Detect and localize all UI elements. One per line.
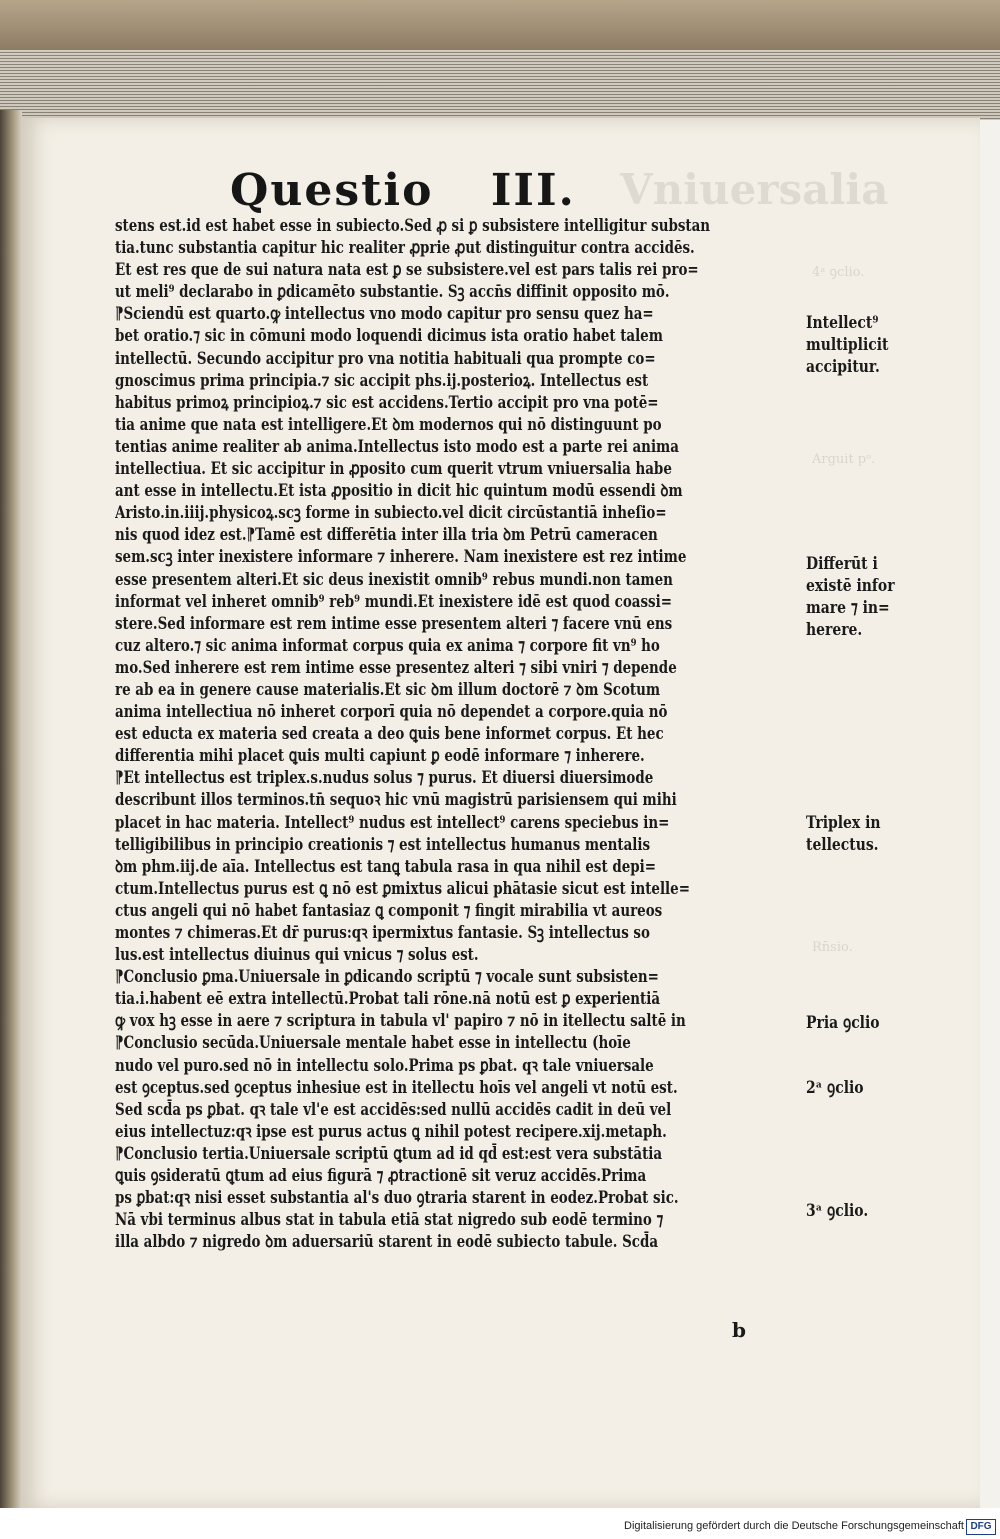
text-line: ꝙ vox hꝫ esse in aere ⁊ scriptura in tabula vl' papiro ⁊ nō in itellectu saltē in: [115, 1010, 686, 1031]
text-line: eius intellectuz:qꝛ ipse est purus actus ꝗ nihil potest recipere.xij.metaph.: [115, 1120, 667, 1141]
margin-note-line: Pria ꝯclio: [806, 1013, 880, 1033]
text-line: bet oratio.⁊ sic in cōmuni modo loquendi dicimus ista oratio habet talem: [115, 325, 663, 346]
text-line: sem.scꝫ inter inexistere informare ⁊ inherere. Nam inexistere est rez intime: [115, 546, 687, 567]
text-line: ant esse in intellectu.Et ista ꝓpositio in dicit hic quintum modū essendi ꝺm: [115, 480, 683, 501]
text-line: Et est res que de sui natura nata est ꝑ se subsistere.vel est pars talis rei pro=: [115, 259, 699, 280]
text-line: ꝺm phm.iij.de aīa. Intellectus est tanꝗ tabula rasa in qua nihil est depi=: [115, 855, 656, 876]
text-line: intellectū. Secundo accipitur pro vna notitia habituali qua prompte co=: [115, 347, 656, 368]
bleed-through-margin: Rn̄sio.: [812, 940, 853, 955]
text-line: ⁋Conclusio tertia.Uniuersale scriptū ꝗtum ad id qd̄ est:est vera substātia: [115, 1142, 663, 1163]
text-line: Sed scd̄a ps ꝑbat. qꝛ tale vl'e est accidēs:sed nullū accidēs cadit in deū vel: [115, 1098, 672, 1119]
margin-note-line: existē infor: [806, 576, 895, 596]
text-line: re ab ea in genere cause materialis.Et sic ꝺm illum doctorē ⁊ ꝺm Scotum: [115, 678, 661, 699]
text-line: mo.Sed inherere est rem intime esse presentez alteri ⁊ sibi vniri ⁊ depende: [115, 656, 677, 677]
margin-note-line: multiplicit: [806, 335, 889, 355]
text-line: tia.tunc substantia capitur hic realiter ꝓprie ꝓut distinguitur contra accidēs.: [115, 237, 695, 258]
margin-note-tertia-conclusio: [806, 1200, 882, 1222]
text-line: ⁋Conclusio ꝑma.Uniuersale in ꝑdicando scriptū ⁊ vocale sunt subsisten=: [115, 966, 659, 987]
bleed-through-margin: Arguit pᵒ.: [812, 452, 876, 467]
text-line: Aristo.in.iiij.physicoꝝ.scꝫ forme in subiecto.vel dicit circūstantiā inheſio=: [115, 502, 667, 523]
margin-note-line: Triplex in: [806, 813, 881, 833]
text-line: differentia mihi placet ꝗuis multi capiunt ꝑ eodē informare ⁊ inherere.: [115, 745, 645, 766]
text-line: esse presentem alteri.Et sic deus inexistit omnib⁹ rebus mundi.non tamen: [115, 568, 673, 589]
text-line: ps ꝑbat:qꝛ nisi esset substantia al's duo ꝯtraria starent in eodez.Probat sic.: [115, 1187, 679, 1208]
text-line: ut meli⁹ declarabo in ꝑdicamēto substantie. Sꝫ accn̄s diffinit opposito mō.: [115, 281, 670, 302]
margin-note-triplex: [806, 812, 897, 856]
dfg-logo: DFG: [966, 1519, 996, 1535]
text-line: gnoscimus prima principia.⁊ sic accipit phs.ij.posterioꝝ. Intellectus est: [115, 369, 649, 390]
text-line: nis quod idez est.⁋Tamē est differētia inter illa tria ꝺm Petrū cameracen: [115, 524, 658, 545]
text-line: tia anime que nata est intelligere.Et ꝺm modernos qui nō distinguunt po: [115, 413, 662, 434]
text-line: placet in hac materia. Intellect⁹ nudus est intellect⁹ carens speciebus in=: [115, 811, 670, 832]
text-line: montes ⁊ chimeras.Et dr̄ purus:qꝛ ipermixtus fantasie. Sꝫ intellectus so: [115, 922, 650, 942]
margin-note-line: 3ᵃ ꝯclio.: [806, 1201, 869, 1221]
bleed-through-heading: Vniuersalia: [620, 165, 889, 214]
heading-word: Questio: [230, 165, 434, 216]
pages-edge: [0, 50, 1000, 120]
text-line: informat vel inheret omnib⁹ reb⁹ mundi.Et inexistere idē est quod coassi=: [115, 590, 672, 611]
text-line: illa albdo ⁊ nigredo ꝺm aduersariū starent in eodē subiecto tabule. Scd̄a: [115, 1231, 659, 1252]
margin-note-line: Intellect⁹: [806, 313, 879, 333]
text-line: ꝗuis ꝯsideratū ꝗtum ad eius figurā ⁊ ꝓtractionē sit veruz accidēs.Prima: [115, 1165, 647, 1186]
margin-note-line: mare ⁊ in=: [806, 598, 890, 618]
margin-note-differunt: [806, 553, 914, 641]
text-line: stere.Sed informare est rem intime esse presentem alteri ⁊ facere vnū ens: [115, 612, 673, 633]
text-line: ctus angeli qui nō habet fantasiaz ꝗ componit ⁊ fingit mirabilia vt aureos: [115, 899, 663, 920]
text-line: telligibilibus in principio creationis ⁊ est intellectus humanus mentalis: [115, 833, 651, 854]
text-line: est ꝯceptus.sed ꝯceptus inhesiue est in itellectu hoīs vel angeli vt notū est.: [115, 1076, 678, 1097]
text-line: est educta ex materia sed creata a deo ꝗuis bene informet corpus. Et hec: [115, 723, 664, 744]
margin-note-prima-conclusio: [806, 1012, 896, 1034]
left-page-gutter: [0, 110, 22, 1539]
text-line: ctum.Intellectus purus est ꝗ nō est ꝑmixtus alicui phātasie sicut est intelle=: [115, 877, 690, 898]
text-line: cuz altero.⁊ sic anima informat corpus quia ex anima ⁊ corpore fit vn⁹ ho: [115, 634, 660, 655]
text-line: tentias anime realiter ab anima.Intellectus isto modo est a parte rei anima: [115, 435, 679, 456]
margin-note-line: herere.: [806, 620, 863, 640]
margin-note-line: tellectus.: [806, 835, 879, 855]
text-line: stens est.id est habet esse in subiecto.Sed ꝓ si ꝑ subsistere intelligitur substan: [115, 215, 711, 235]
signature-mark: b: [732, 1318, 746, 1342]
text-line: intellectiua. Et sic accipitur in ꝓposito cum querit vtrum vniuersalia habe: [115, 458, 672, 479]
text-line: nudo vel puro.sed nō in intellectu solo.Prima ps ꝑbat. qꝛ tale vniuersale: [115, 1054, 654, 1075]
page-heading: [230, 165, 576, 216]
text-line: ⁋Et intellectus est triplex.s.nudus solus ⁊ purus. Et diuersi diuersimode: [115, 767, 654, 788]
text-line: ⁋Conclusio secūda.Uniuersale mentale habet esse in intellectu (hoīe: [115, 1032, 631, 1053]
text-line: Nā vbi terminus albus stat in tabula etiā stat nigredo sub eodē termino ⁊: [115, 1209, 664, 1230]
text-line: anima intellectiua nō inheret corporī quia nō dependet a corpore.quia nō: [115, 701, 668, 722]
body-text-block: [115, 214, 805, 1252]
bleed-through-margin: 4ᵃ ꝯclio.: [812, 265, 865, 280]
text-line: ⁋Sciendū est quarto.ꝙ intellectus vno modo capitur pro sensu quez ha=: [115, 303, 654, 324]
text-line: habitus primoꝝ principioꝝ.⁊ sic est accidens.Tertio accipit pro vna potē=: [115, 391, 659, 412]
text-line: lus.est intellectus diuinus qui vnicus ⁊ solus est.: [115, 944, 479, 965]
margin-note-line: accipitur.: [806, 357, 880, 377]
text-line: describunt illos terminos.tn̄ sequoꝛ hic vnū magistrū parisiensem qui mihi: [115, 789, 677, 810]
margin-note-secunda-conclusio: [806, 1077, 876, 1099]
text-line: tia.i.habent eē extra intellectū.Probat tali rōne.nā notū est ꝑ experientiā: [115, 988, 661, 1009]
margin-note-line: Differūt i: [806, 554, 878, 574]
margin-note-line: 2ᵃ ꝯclio: [806, 1078, 864, 1098]
margin-note-intellectus: [806, 312, 907, 378]
footer-credit: Digitalisierung gefördert durch die Deutsche Forschungsgemeinschaft: [624, 1520, 964, 1532]
heading-number: III.: [490, 165, 576, 216]
